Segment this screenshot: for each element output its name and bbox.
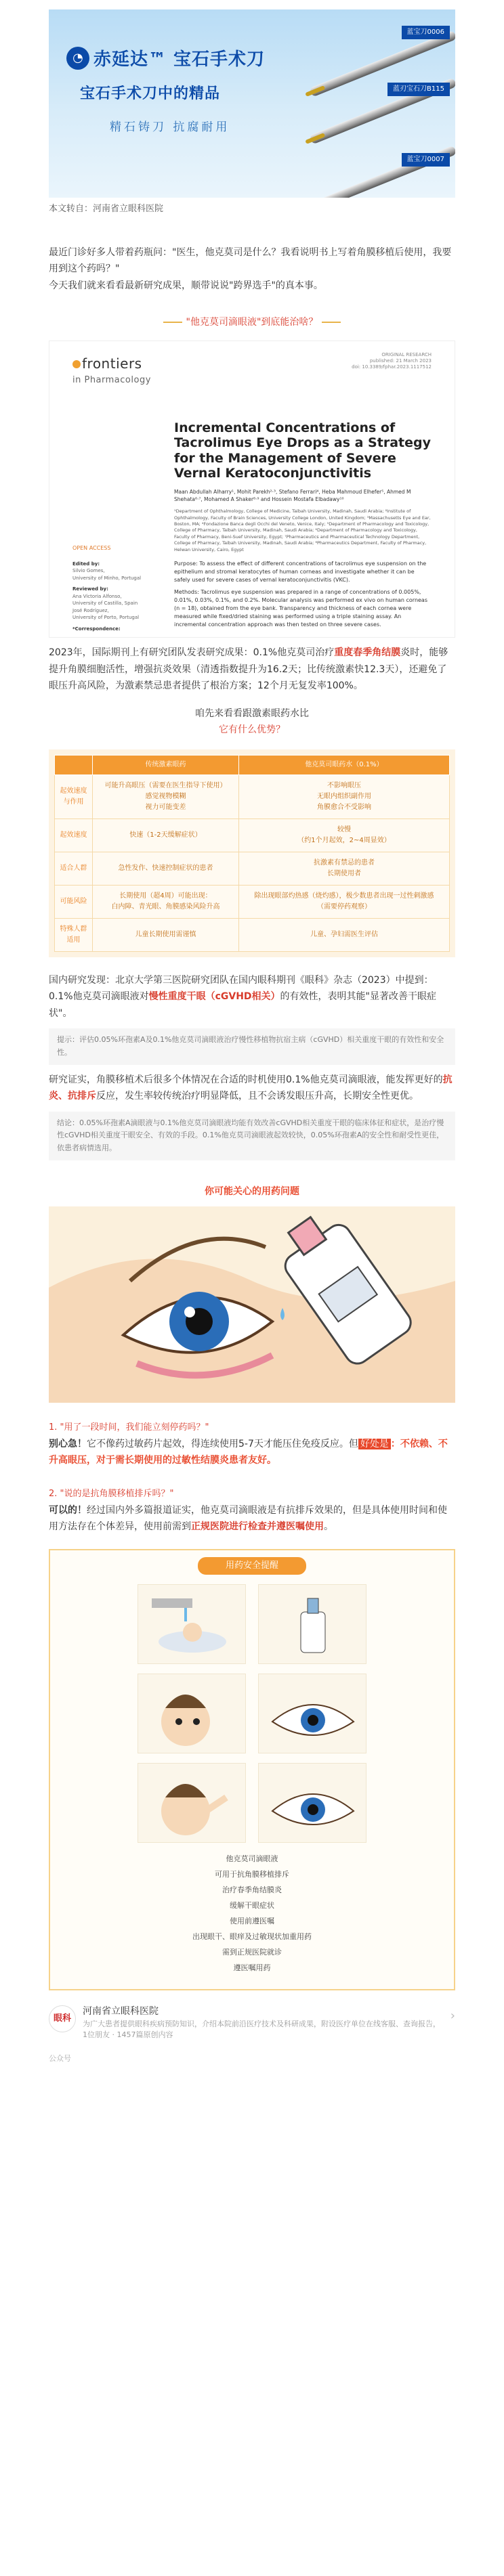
product-tag: 蓝宝刀0006: [402, 26, 450, 39]
account-card[interactable]: [49, 1999, 455, 2048]
press-eye-illustration: [138, 1763, 246, 1843]
ad-banner[interactable]: [49, 9, 455, 198]
apply-drops-illustration: [138, 1674, 246, 1753]
intro-paragraph: 今天我们就来看看最新研究成果，顺带说说"跨界选手"的真本事。: [49, 280, 323, 291]
wash-hands-illustration: [138, 1584, 246, 1664]
table-header: 他克莫司眼药水（0.1%）: [238, 755, 449, 774]
table-question: 它有什么优势？: [219, 724, 285, 736]
table-header: 传统激素眼药: [93, 755, 239, 774]
journal-logo: frontiers in Pharmacology: [72, 355, 151, 385]
paper-sidebar: OPEN ACCESS Edited by: Silvio Gomes, University of Minho, Portugal Reviewed by: Ana Victoria Alfonso, University of Castilla, Spain José Rodríguez, University of Porto, Portugal *Correspondence:: [72, 544, 142, 632]
eye-drop-illustration: [49, 1206, 455, 1403]
quote-note: 提示：评估0.05%环孢素A及0.1%他克莫司滴眼液治疗慢性移植物抗宿主病（cGVHD）相关重度干眼的有效性和安全性。: [49, 1028, 455, 1064]
publication-meta: ORIGINAL RESEARCH published: 21 March 2023 doi: 10.3389/fphar.2023.1117512: [352, 351, 432, 370]
tips-title: 用药安全提醒: [198, 1557, 306, 1575]
table-row: 特殊人群适用 儿童长期使用需谨慎 儿童、孕妇需医生评估: [55, 918, 450, 951]
tips-list: 他克莫司滴眼液 可用于抗角膜移植排斥 治疗春季角结膜炎 缓解干眼症状 使用前遵医嘱 出现眼干、眼痒及过敏现状加重用药 需到正规医院就诊 遵医嘱用药: [192, 1854, 312, 1973]
brand-name: 赤延达™ 宝石手术刀: [93, 49, 266, 70]
paper-affiliations: ¹Department of Ophthalmology, College of Medicine, Taibah University, Madinah, Saudi Arabia; ²Institute of Ophthalmology, Faculty of Brain Sciences, University College London, United Kingdom; ³Massachusetts Eye and Ear, Boston, MA; ⁴Fondazione Banca degli Occhi del Veneto, Venice, Italy; ⁵Department of Pharmacology and Toxicology, College of Pharmacy, Taibah University, Madinah, Saudi Arabia; ⁶Department of Pharmacology and Toxicology, Faculty of Pharmacy, Beni-Suef University, Egypt; ⁷Pharmaceutics and Pharmaceutical Technology Department, College of Pharmacy, Taibah University, Madinah, Saudi Arabia; ⁸Pharmaceutics Department, Faculty of Pharmacy, Helwan University, Cairo, Egypt: [174, 508, 431, 552]
safety-tips-card: [49, 1549, 455, 1991]
account-name[interactable]: 河南省立眼科医院: [83, 2006, 159, 2017]
paper-authors: Maan Abdullah Alharry¹, Mohit Parekh²·³, Stefano Ferrari⁴, Heba Mahmoud Elhefer⁵, Ahmed M Shehata⁶·⁷, Mohamed A Shaker⁸·⁹ and Hossein Mostafa Elbadawy¹⁰: [174, 488, 411, 502]
intro-paragraph: 最近门诊好多人带着药瓶问："医生，他克莫司是什么？我看说明书上写着角膜移植后使用，我要用到这个药吗？": [49, 246, 452, 275]
comparison-table: [49, 749, 455, 957]
faq-question: 2. "说的是抗角膜移植排斥吗？": [49, 1488, 174, 1499]
faq-question: 1. "用了一段时间，我们能立刻停药吗？": [49, 1422, 209, 1433]
product-tag: 蓝刃宝石刀B115: [387, 83, 450, 96]
banner-slogan: 宝石手术刀中的精品: [80, 85, 221, 102]
faq-answer: 可以的！经过国内外多篇报道证实，他克莫司滴眼液是有抗排斥效果的，但是具体使用时间和使用方法存在个体差异，使用前需到正规医院进行检查并遵医嘱使用。: [49, 1504, 447, 1533]
body-paragraph: 国内研究发现：北京大学第三医院研究团队在国内眼科期刊《眼科》杂志（2023）中提到：0.1%他克莫司滴眼液对慢性重度干眼（cGVHD相关）的有效性，表明其能"显著改善干眼症状"。: [49, 974, 436, 1019]
body-paragraph: 研究证实，角膜移植术后很多个体情况在合适的时机使用0.1%他克莫司滴眼液，能发挥更好的抗炎、抗排斥反应，发生率较传统治疗明显降低，且不会诱发眼压升高，长期安全性更优。: [49, 1074, 453, 1101]
paper-screenshot: [49, 341, 455, 638]
table-intro: 咱先来看看跟激素眼药水比: [195, 707, 309, 719]
section-title: 你可能关心的用药问题: [205, 1185, 299, 1197]
table-row: 适合人群 急性发作、快速控制症状的患者 抗激素有禁忌的患者 长期使用者: [55, 852, 450, 885]
chevron-right-icon[interactable]: ›: [450, 2009, 455, 2024]
account-type-tag: 公众号: [49, 2053, 71, 2063]
product-tag: 蓝宝刀0007: [402, 153, 450, 167]
body-paragraph: 2023年，国际期刊上有研究团队发表研究成果：0.1%他克莫司治疗重度春季角结膜炎时，能够提升角膜细胞活性，增强抗炎效果（清透指数提升为16.2天；比传统激素快12.3天），还避免了眼压升高风险，为激素禁忌患者提供了根治方案；12个月无复发率100%。: [49, 647, 448, 692]
frontiers-logo-icon: [72, 360, 81, 368]
table-row: 可能风险 长期使用（超4周）可能出现： 白内障、青光眼、角膜感染风险升高 除出现眼部灼热感（烧灼感），极少数患者出现一过性刺激感 （需要停药观察）: [55, 885, 450, 918]
paper-abstract: Purpose: To assess the effect of different concentrations of tacrolimus eye suspension on the epithelium and stromal keratocytes of human corneas and investigate whether it can be safely used for severe cases of vernal keratoconjunctivitis (VKC). Methods: Tacrolimus eye suspension was prepared in a range of concentrations of 0.005%, 0.01%, 0.03%, 0.1%, and 0.2%. Molecular analysis was performed ex vivo on human corneas (n = 18), obtained from the eye bank. Transparency and thickness of each cornea were measured while fixed/dried staining was performed using a triple staining assay. An incremental concentration approach was then tested on three severe cases.: [174, 561, 428, 628]
divider: [322, 322, 341, 323]
quote-note: 结论：0.05%环孢素A滴眼液与0.1%他克莫司滴眼液均能有效改善cGVHD相关重度干眼的临床体征和症状，是治疗慢性cGVHD相关重度干眼安全、有效的手段。0.1%他克莫司滴眼液起效较快，0.05%环孢素A的安全性和耐受性更佳，依患者病情选用。: [49, 1112, 455, 1160]
account-meta: 1位朋友 · 1457篇原创内容: [83, 2030, 173, 2040]
paper-title: Incremental Concentrations of Tacrolimus Eye Drops as a Strategy for the Management of Severe Vernal Keratoconjunctivitis: [174, 420, 431, 481]
divider: [163, 322, 182, 323]
eye-drop-bottle-illustration: [258, 1584, 366, 1664]
section-title: "他克莫司滴眼液"到底能治啥？: [49, 314, 455, 331]
faq-answer: 别心急！它不像药过敏药片起效，得连续使用5-7天才能压住免疫反应。但 好处是 ：不依赖、不升高眼压，对于需长期使用的过敏性结膜炎患者友好。: [49, 1438, 448, 1466]
banner-subslogan: 精石铸刀 抗腐耐用: [110, 121, 230, 134]
avatar[interactable]: 眼科: [49, 2005, 76, 2032]
source-note: 本文转自：河南省立眼科医院: [49, 204, 164, 214]
table-header: [55, 755, 93, 774]
account-description: 为广大患者提供眼科疾病预防知识，介绍本院前沿医疗技术及科研成果，附设医疗单位在线客服、查询报告，: [83, 2019, 440, 2028]
eye-closeup-illustration: [258, 1674, 366, 1753]
eye-closeup-illustration: [258, 1763, 366, 1843]
table-row: 起效速度与作用 可能升高眼压（需要在医生指导下使用） 感觉视物模糊 视力可能变差 不影响眼压 无眼内组织副作用 角膜愈合不受影响: [55, 774, 450, 818]
table-row: 起效速度 快速（1-2天缓解症状） 较慢 （约1个月起效，2~4周显效）: [55, 818, 450, 852]
brand-logo-icon: ◔: [66, 47, 89, 70]
